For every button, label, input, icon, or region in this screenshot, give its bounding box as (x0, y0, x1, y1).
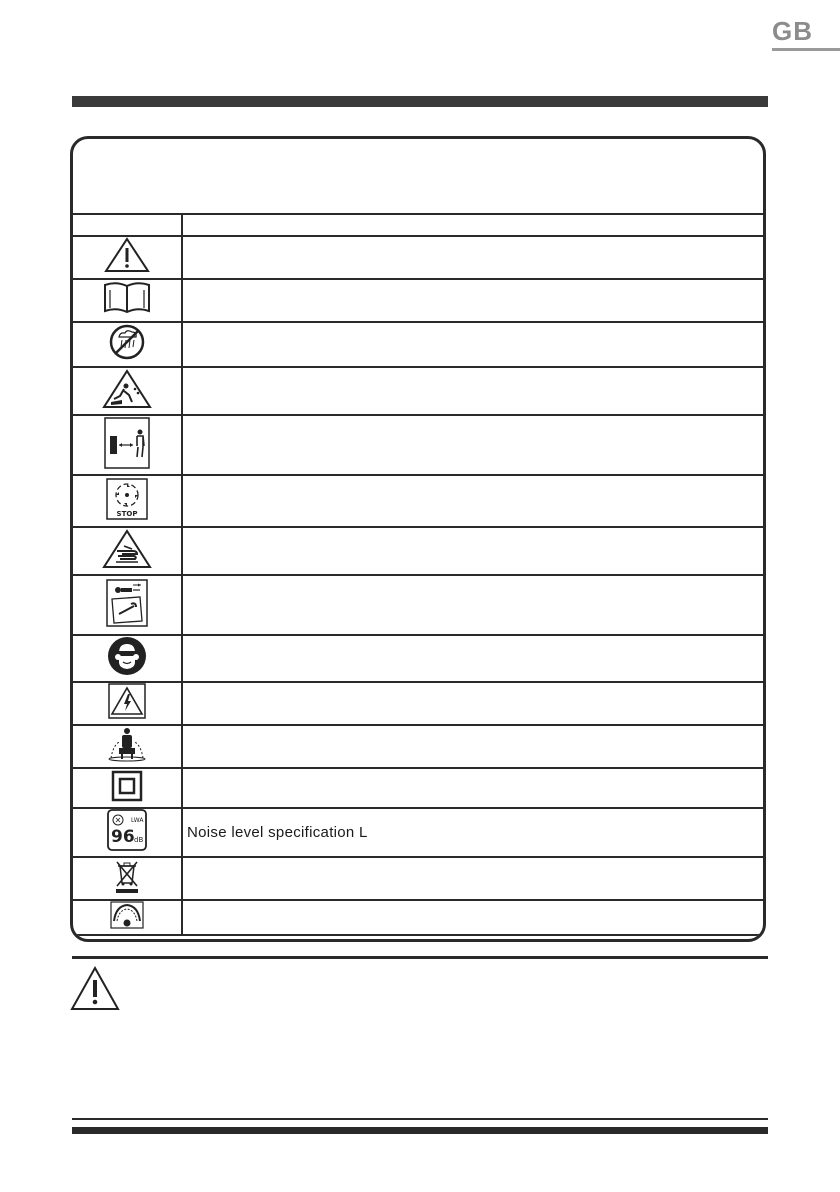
symbol-table-header-row (73, 214, 763, 236)
table-row (73, 415, 763, 475)
symbol-table-caption (73, 139, 763, 213)
ejected-objects-icon (102, 369, 152, 414)
row-description (182, 857, 763, 900)
svg-text:STOP: STOP (116, 509, 138, 518)
table-row (73, 236, 763, 279)
row-description (182, 279, 763, 322)
row-description (182, 575, 763, 635)
row-description (182, 682, 763, 725)
warning-triangle-icon (104, 237, 150, 278)
noise-level-icon (107, 809, 147, 856)
table-row (73, 527, 763, 575)
row-description (182, 900, 763, 935)
blade-guard-icon (110, 901, 144, 934)
keep-distance-bystander-icon (104, 417, 150, 474)
row-description (182, 725, 763, 768)
symbol-table-box (70, 136, 766, 942)
table-row (73, 635, 763, 682)
table-row (73, 857, 763, 900)
table-row (73, 367, 763, 415)
table-row (73, 475, 763, 527)
table-row (73, 768, 763, 808)
row-description (182, 527, 763, 575)
section-header-bar (72, 96, 768, 107)
row-description (182, 475, 763, 527)
table-row (73, 725, 763, 768)
symbol-column-header (73, 214, 182, 236)
no-rain-icon (108, 323, 146, 366)
double-insulation-icon (111, 770, 143, 807)
noise-level-description: Noise level specification L (187, 824, 368, 841)
footer-rule-thick (72, 1127, 768, 1134)
table-row (73, 808, 763, 857)
table-row (73, 279, 763, 322)
footer-rule-thin (72, 1118, 768, 1120)
operator-position-icon (105, 726, 149, 767)
hand-cut-hazard-icon (102, 529, 152, 574)
svg-text:dB: dB (134, 836, 144, 844)
row-description (182, 236, 763, 279)
row-description (182, 367, 763, 415)
symbol-table (73, 213, 763, 936)
row-description (182, 415, 763, 475)
warning-section-rule (72, 956, 768, 959)
wear-eye-ear-protection-icon (107, 636, 147, 681)
row-description (182, 768, 763, 808)
svg-text:LWA: LWA (131, 817, 144, 824)
table-row (73, 682, 763, 725)
electric-shock-icon (108, 683, 146, 724)
svg-text:96: 96 (111, 827, 135, 847)
row-description (182, 635, 763, 682)
crossed-out-wheelie-bin-icon (112, 858, 142, 899)
table-row (73, 575, 763, 635)
language-tag: GB (772, 16, 813, 46)
table-row (73, 322, 763, 367)
table-row (73, 900, 763, 935)
read-manual-book-icon (102, 280, 152, 321)
rotating-blade-stop-icon (106, 478, 148, 525)
description-column-header (182, 214, 763, 236)
unplug-before-maintenance-icon (106, 579, 148, 632)
language-tag-underline (772, 48, 840, 51)
warning-triangle-icon (70, 966, 120, 1017)
row-description (182, 322, 763, 367)
